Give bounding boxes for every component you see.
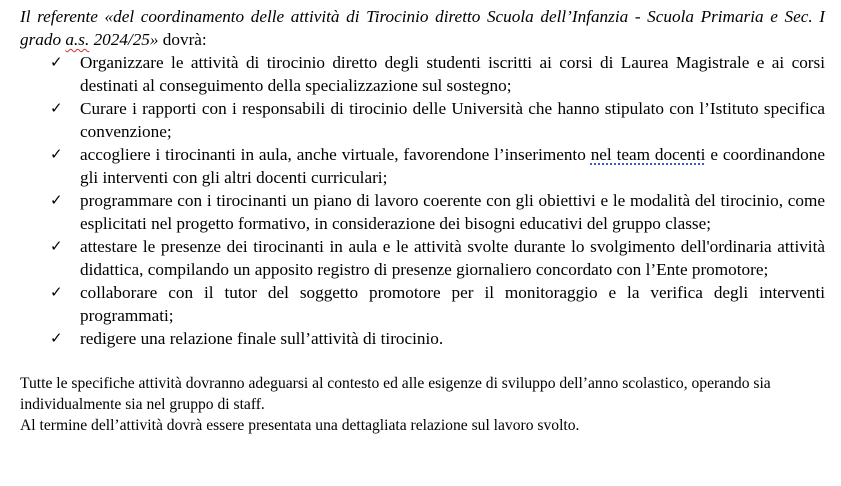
- duty-item: [20, 143, 825, 189]
- duty-text: collaborare con il tutor del soggetto promotore per il monitoraggio e la verifica degli interventi programmati;: [80, 283, 825, 325]
- duty-text: redigere una relazione finale sull’attività di tirocinio.: [80, 329, 444, 348]
- closing-paragraph-1: Tutte le specifiche attività dovranno adeguarsi al contesto ed alle esigenze di sviluppo dell’anno scolastico, operando sia individualmente sia nel gruppo di staff.: [20, 375, 771, 413]
- checkmark-icon: ✓: [50, 145, 63, 163]
- grammar-flagged-phrase[interactable]: nel team docenti: [590, 145, 706, 164]
- duty-item: [20, 189, 825, 235]
- checkmark-icon: ✓: [50, 283, 63, 301]
- intro-year: 2024/25»: [89, 30, 159, 49]
- duties-checklist: [20, 51, 825, 350]
- spellcheck-flagged-abbr[interactable]: a.s.: [65, 30, 90, 49]
- duty-text-end: e coordinandone gli interventi con gli altri docenti curriculari;: [80, 145, 825, 187]
- duty-item: [20, 281, 825, 327]
- duty-text: attestare le presenze dei tirocinanti in aula e le attività svolte durante lo svolgimento dell'ordinaria attività didattica, compilando un apposito registro di presenze giornaliero concordato con l’Ente promotore;: [80, 237, 825, 279]
- duty-item: [20, 51, 825, 97]
- duty-text: Organizzare le attività di tirocinio diretto degli studenti iscritti ai corsi di Laurea Magistrale e ai corsi destinati al conseguimento della specializzazione sul sostegno;: [80, 53, 825, 95]
- duty-item: [20, 97, 825, 143]
- checkmark-icon: ✓: [50, 237, 63, 255]
- duty-text-start: accogliere i tirocinanti in aula, anche virtuale, favorendone l’inserimento: [80, 145, 591, 164]
- duty-text: Curare i rapporti con i responsabili di tirocinio delle Università che hanno stipulato con l’Istituto specifica convenzione;: [80, 99, 825, 141]
- intro-lead: Il referente «del coordinamento delle attività di Tirocinio diretto Scuola dell’Infanzia - Scuola Primaria e Sec. I grado: [20, 7, 825, 49]
- duty-item: [20, 235, 825, 281]
- intro-tail: dovrà:: [158, 30, 207, 49]
- duty-item: [20, 327, 825, 350]
- checkmark-icon: ✓: [50, 191, 63, 209]
- document-page: [20, 5, 825, 436]
- intro-paragraph: [20, 5, 825, 51]
- closing-section: [20, 373, 825, 436]
- checkmark-icon: ✓: [50, 329, 63, 347]
- closing-paragraph-2: Al termine dell’attività dovrà essere presentata una dettagliata relazione sul lavoro svolto.: [20, 417, 580, 434]
- duty-text: programmare con i tirocinanti un piano di lavoro coerente con gli obiettivi e le modalità del tirocinio, come esplicitati nel progetto formativo, in considerazione dei bisogni educativi del gruppo classe;: [80, 191, 825, 233]
- checkmark-icon: ✓: [50, 53, 63, 71]
- checkmark-icon: ✓: [50, 99, 63, 117]
